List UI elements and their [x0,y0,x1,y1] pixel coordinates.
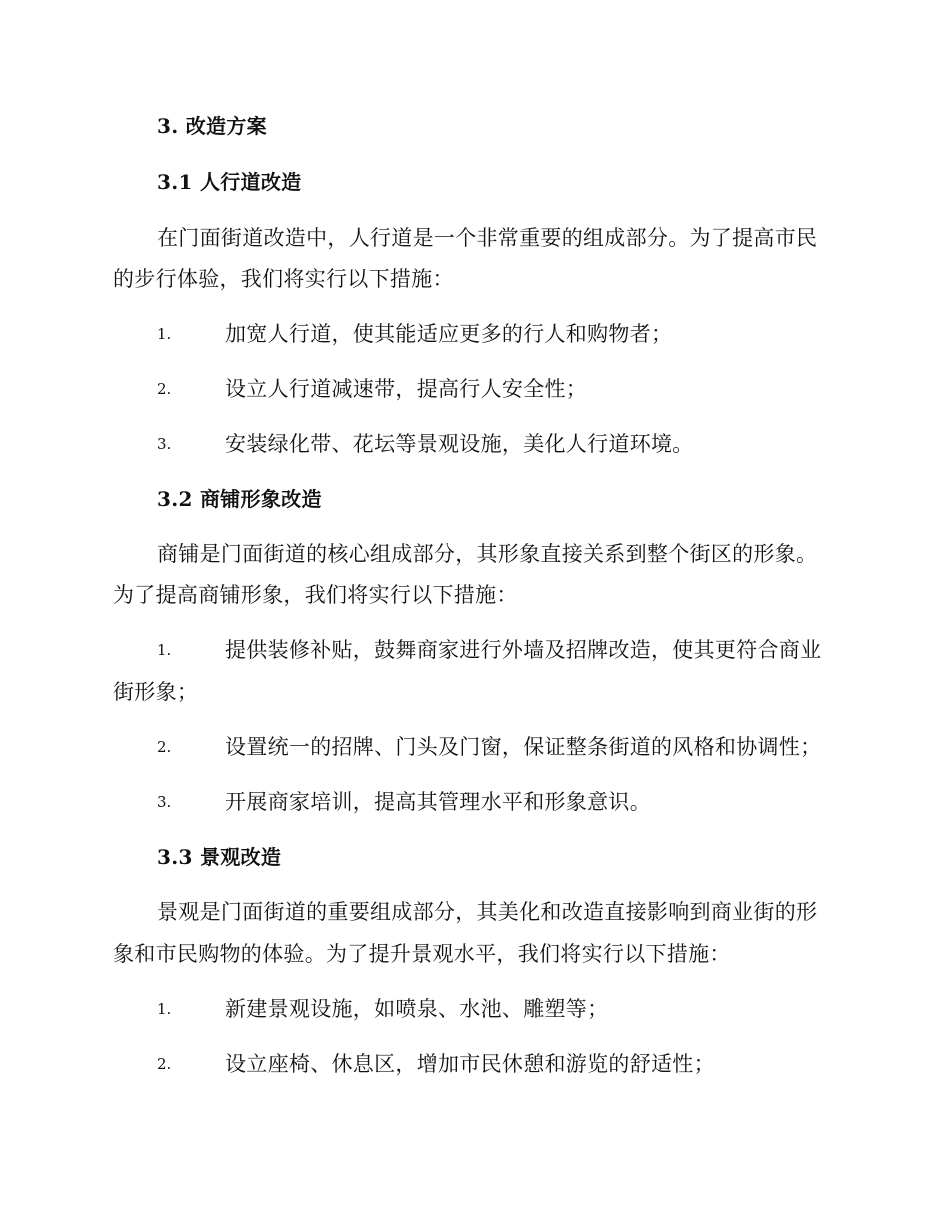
section-heading-3-2: 3.2 商铺形象改造 [157,487,322,511]
list-item-text: 安装绿化带、花坛等景观设施，美化人行道环境。 [225,432,694,456]
list-item-text: 加宽人行道，使其能适应更多的行人和购物者； [225,322,673,346]
list-item-number: 1. [157,325,172,343]
list-item-number: 2. [157,738,172,756]
list-item-number: 3. [157,793,172,811]
list-item-number: 1. [157,641,172,659]
list-item-text: 新建景观设施，如喷泉、水池、雕塑等； [225,997,609,1021]
list-item-text: 设立人行道减速带，提高行人安全性； [225,377,588,401]
paragraph-3-2-line-1: 商铺是门面街道的核心组成部分，其形象直接关系到整个街区的形象。 [157,542,818,566]
paragraph-3-3-line-2: 象和市民购物的体验。为了提升景观水平，我们将实行以下措施： [113,942,731,966]
list-item-number: 3. [157,435,172,453]
section-heading-3: 3. 改造方案 [157,114,267,138]
section-heading-3-1: 3.1 人行道改造 [157,170,302,194]
list-item-text: 设置统一的招牌、门头及门窗，保证整条街道的风格和协调性； [225,735,822,759]
list-item-text: 设立座椅、休息区，增加市民休憩和游览的舒适性； [225,1052,715,1076]
list-item-text: 开展商家培训，提高其管理水平和形象意识。 [225,790,651,814]
list-item-number: 2. [157,380,172,398]
paragraph-3-2-line-2: 为了提高商铺形象，我们将实行以下措施： [113,583,518,607]
list-item-text-continued: 街形象； [113,680,199,704]
list-item-text: 提供装修补贴，鼓舞商家进行外墙及招牌改造，使其更符合商业 [225,638,822,662]
list-item-number: 1. [157,1000,172,1018]
list-item-number: 2. [157,1055,172,1073]
paragraph-3-3-line-1: 景观是门面街道的重要组成部分，其美化和改造直接影响到商业街的形 [157,900,818,924]
paragraph-3-1-line-1: 在门面街道改造中，人行道是一个非常重要的组成部分。为了提高市民 [157,226,818,250]
paragraph-3-1-line-2: 的步行体验，我们将实行以下措施： [113,267,454,291]
section-heading-3-3: 3.3 景观改造 [157,845,282,869]
